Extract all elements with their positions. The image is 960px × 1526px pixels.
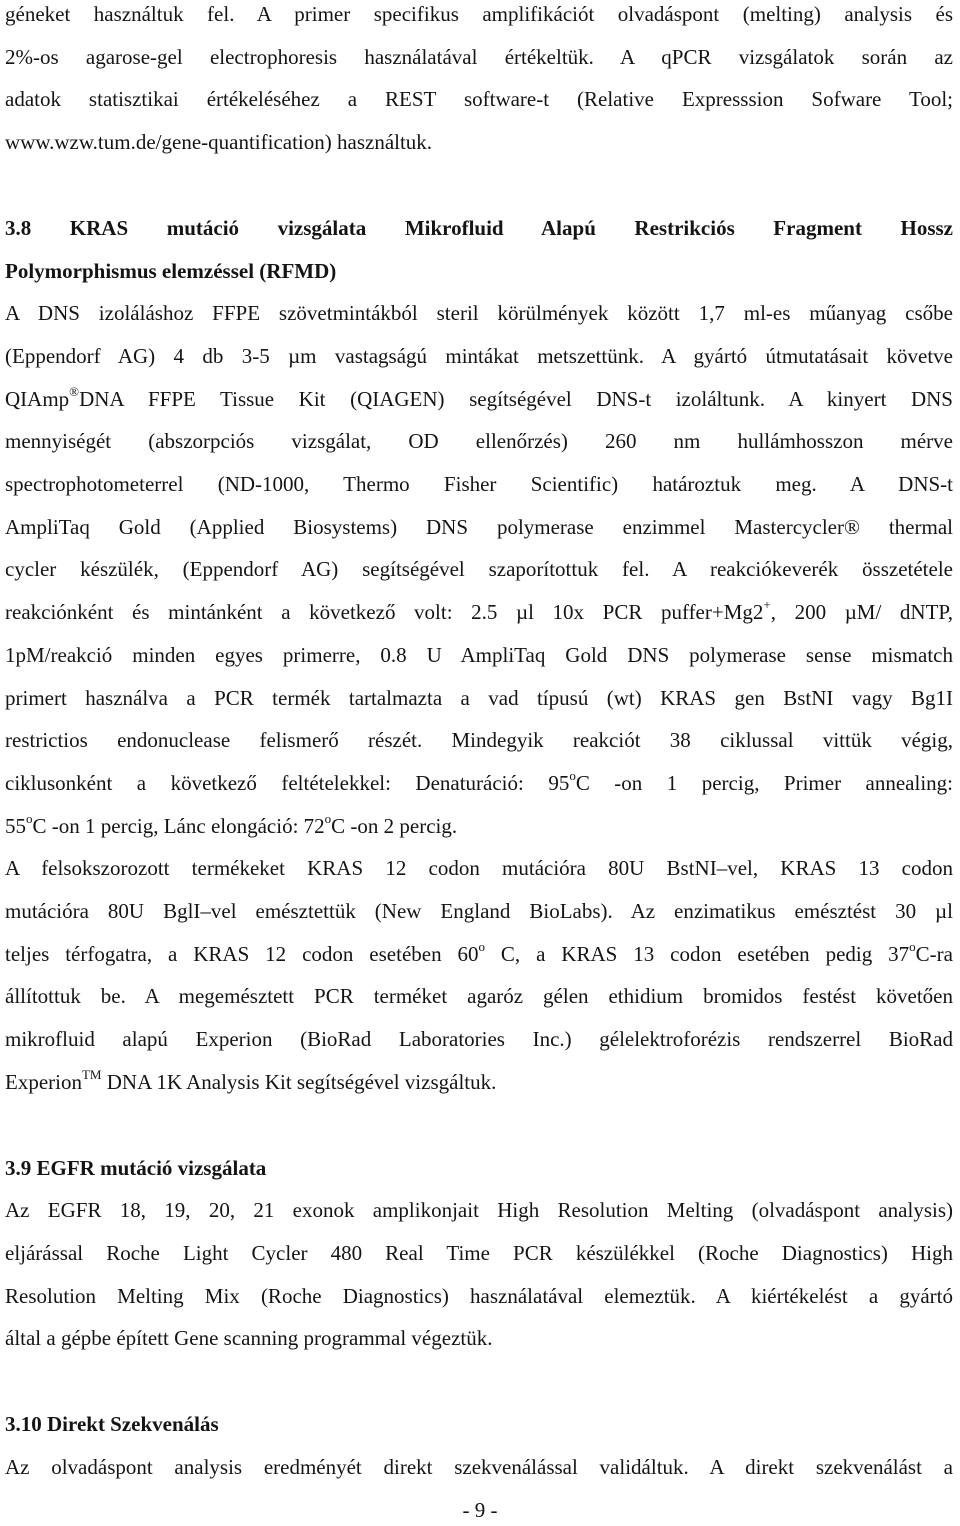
text-line: Az EGFR 18, 19, 20, 21 exonok amplikonjait High Resolution Melting (olvadáspont analysis): [5, 1198, 953, 1223]
text-fragment: DNA 1K Analysis Kit segítségével vizsgáltuk.: [101, 1069, 497, 1094]
egfr-paragraph: [5, 1189, 953, 1360]
text-fragment: , 200 µM/ dNTP,: [770, 600, 953, 625]
heading-line: 3.9 EGFR mutáció vizsgálata: [5, 1155, 267, 1180]
text-line: [5, 762, 953, 805]
text-fragment: DNA FFPE Tissue Kit (QIAGEN) segítségével DNS-t izoláltunk. A kinyert DNS: [79, 386, 953, 411]
text-line: [5, 591, 953, 634]
kras-digestion-paragraph: [5, 847, 953, 1103]
spacer: [5, 1104, 953, 1147]
degree-superscript: o: [324, 810, 332, 826]
registered-mark: ®: [69, 383, 80, 399]
text-fragment: ciklusonként a következő feltételekkel: Denaturáció: 95: [5, 770, 570, 795]
section-heading-3-10: [5, 1403, 953, 1446]
text-fragment: Experion: [5, 1069, 82, 1094]
heading-line: 3.10 Direkt Szekvenálás: [5, 1412, 219, 1437]
text-line: mutációra 80U BglI–vel emésztettük (New England BioLabs). Az enzimatikus emésztést 30 µl: [5, 899, 953, 924]
text-fragment: reakciónként és mintánként a következő volt: 2.5 µl 10x PCR puffer+Mg2: [5, 600, 764, 625]
degree-superscript: o: [478, 938, 485, 954]
text-line: által a gépbe épített Gene scanning programmal végeztük.: [5, 1326, 493, 1351]
text-line: (Eppendorf AG) 4 db 3-5 µm vastagságú mintákat metszettünk. A gyártó útmutatásait követve: [5, 343, 953, 368]
text-line: A felsokszorozott termékeket KRAS 12 codon mutációra 80U BstNI–vel, KRAS 13 codon: [5, 856, 953, 881]
spacer: [5, 1360, 953, 1403]
text-fragment: teljes térfogatra, a KRAS 12 codon esetében 60: [5, 941, 479, 966]
text-line: eljárással Roche Light Cycler 480 Real Time PCR készülékkel (Roche Diagnostics) High: [5, 1240, 953, 1265]
heading-line: Polymorphismus elemzéssel (RFMD): [5, 258, 337, 283]
text-fragment: C-ra: [915, 941, 953, 966]
text-line: primert használva a PCR termék tartalmazta a vad típusú (wt) KRAS gen BstNI vagy Bg1I: [5, 685, 953, 710]
spacer: [5, 164, 953, 207]
heading-line: 3.8 KRAS mutáció vizsgálata Mikrofluid Alapú Restrikciós Fragment Hossz: [5, 215, 953, 240]
text-line: www.wzw.tum.de/gene-quantification) használtuk.: [5, 130, 433, 155]
text-fragment: QIAmp: [5, 386, 70, 411]
text-fragment: C -on 2 percig.: [331, 813, 458, 838]
text-line: adatok statisztikai értékeléséhez a REST software-t (Relative Expresssion Sofware Tool;: [5, 87, 953, 112]
text-line: cycler készülék, (Eppendorf AG) segítségével szaporítottuk fel. A reakciókeverék összetétele: [5, 557, 953, 582]
section-heading-3-9: [5, 1147, 953, 1190]
text-line: 2%-os agarose-gel electrophoresis használatával értékeltük. A qPCR vizsgálatok során az: [5, 44, 953, 69]
text-fragment: 55: [5, 813, 26, 838]
degree-superscript: o: [569, 767, 576, 783]
text-line: [5, 805, 953, 848]
document-page: [5, 0, 953, 1489]
text-line: Resolution Melting Mix (Roche Diagnostics) használatával elemeztük. A kiértékelést a gyártó: [5, 1283, 953, 1308]
text-line: mennyiségét (abszorpciós vizsgálat, OD ellenőrzés) 260 nm hullámhosszon mérve: [5, 429, 953, 454]
text-fragment: C, a KRAS 13 codon esetében pedig 37: [485, 941, 910, 966]
text-fragment: C -on 1 percig, Primer annealing:: [575, 770, 954, 795]
text-line: mikrofluid alapú Experion (BioRad Laboratories Inc.) gélelektroforézis rendszerrel BioRad: [5, 1027, 953, 1052]
text-line: AmpliTaq Gold (Applied Biosystems) DNS polymerase enzimmel Mastercycler® thermal: [5, 514, 953, 539]
text-line: Az olvadáspont analysis eredményét direkt szekvenálással validáltuk. A direkt szekvenálást a: [5, 1454, 953, 1479]
text-line: [5, 378, 953, 421]
degree-superscript: o: [26, 810, 33, 826]
text-line: [5, 1061, 953, 1104]
text-fragment: C -on 1 percig, Lánc elongáció: 72: [32, 813, 325, 838]
text-line: [5, 933, 953, 976]
intro-paragraph: [5, 0, 953, 164]
text-line: A DNS izoláláshoz FFPE szövetmintákból steril körülmények között 1,7 ml-es műanyag csőbe: [5, 301, 953, 326]
text-line: restrictios endonuclease felismerő részét. Mindegyik reakciót 38 ciklussal vittük végig,: [5, 728, 953, 753]
text-line: géneket használtuk fel. A primer specifikus amplifikációt olvadáspont (melting) analysis és: [5, 2, 953, 26]
text-line: állítottuk be. A megemésztett PCR terméket agaróz gélen ethidium bromidos festést követően: [5, 984, 953, 1009]
degree-superscript: o: [909, 938, 916, 954]
text-line: 1pM/reakció minden egyes primerre, 0.8 U AmpliTaq Gold DNS polymerase sense mismatch: [5, 642, 953, 667]
page-number: - 9 -: [462, 1498, 498, 1522]
section-heading-3-8: [5, 207, 953, 292]
superscript: +: [763, 597, 771, 613]
text-line: spectrophotometerrel (ND-1000, Thermo Fisher Scientific) határoztuk meg. A DNS-t: [5, 472, 953, 497]
sequencing-paragraph: [5, 1446, 953, 1489]
trademark-superscript: TM: [81, 1066, 102, 1082]
kras-method-paragraph: [5, 292, 953, 847]
